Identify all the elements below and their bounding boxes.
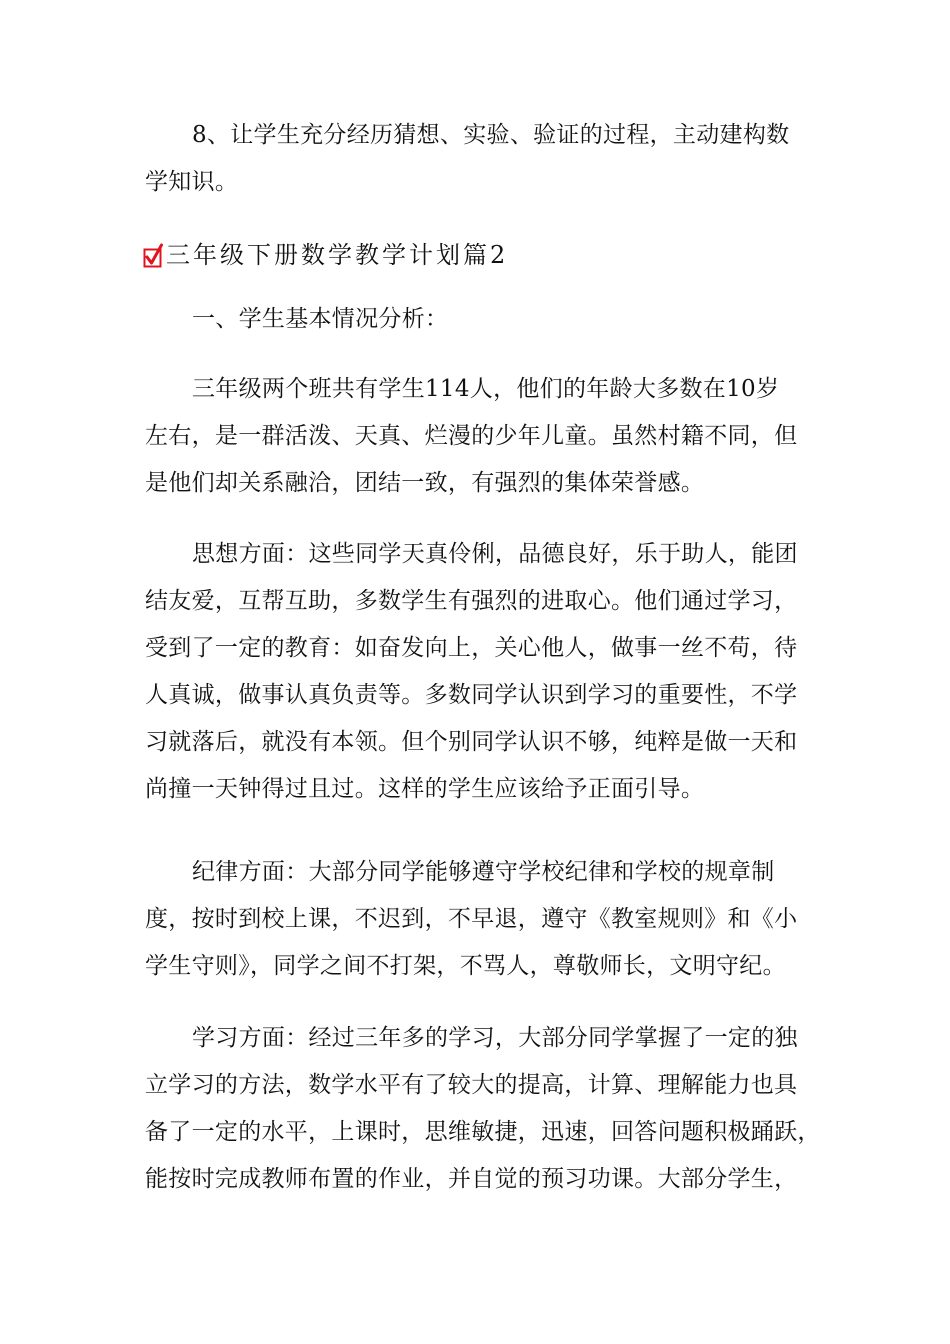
paragraph-item-8 [145,112,810,206]
paragraph-line: 尚撞一天钟得过且过。这样的学生应该给予正面引导。 [145,776,705,802]
paragraph-line: 度，按时到校上课，不迟到，不早退，遵守《教室规则》和《小 [145,906,798,932]
paragraph-study [145,1015,821,1203]
paragraph-line: 习就落后，就没有本领。但个别同学认识不够，纯粹是做一天和 [145,729,798,755]
paragraph-line: 结友爱，互帮互助，多数学生有强烈的进取心。他们通过学习， [145,588,798,614]
paragraph-thought [145,531,810,813]
paragraph-line: 学知识。 [145,169,239,195]
subheading [145,296,810,343]
paragraph-line: 受到了一定的教育：如奋发向上，关心他人，做事一丝不苟，待 [145,635,798,661]
checkbox-checked-icon [143,243,163,269]
paragraph-line: 立学习的方法，数学水平有了较大的提高，计算、理解能力也具 [145,1072,798,1098]
paragraph-overview [145,366,810,507]
paragraph-discipline [145,849,810,990]
paragraph-line: 人真诚，做事认真负责等。多数同学认识到学习的重要性，不学 [145,682,798,708]
paragraph-line: 学生守则》，同学之间不打架，不骂人，尊敬师长，文明守纪。 [145,953,786,979]
subheading-text: 一、学生基本情况分析： [192,306,449,332]
section-heading [143,232,508,272]
paragraph-line: 能按时完成教师布置的作业，并自觉的预习功课。大部分学生， [145,1166,798,1192]
paragraph-line: 纪律方面：大部分同学能够遵守学校纪律和学校的规章制 [192,859,775,885]
paragraph-line: 8、让学生充分经历猜想、实验、验证的过程，主动建构数 [192,122,790,148]
paragraph-line: 三年级两个班共有学生114人，他们的年龄大多数在10岁 [192,376,780,402]
paragraph-line: 是他们却关系融洽，团结一致，有强烈的集体荣誉感。 [145,470,705,496]
section-heading-text: 三年级下册数学教学计划篇2 [166,240,509,269]
paragraph-line: 思想方面：这些同学天真伶俐，品德良好，乐于助人，能团 [192,541,798,567]
paragraph-line: 备了一定的水平，上课时，思维敏捷，迅速，回答问题积极踊跃， [145,1119,821,1145]
paragraph-line: 左右，是一群活泼、天真、烂漫的少年儿童。虽然村籍不同，但 [145,423,798,449]
paragraph-line: 学习方面：经过三年多的学习，大部分同学掌握了一定的独 [192,1025,798,1051]
